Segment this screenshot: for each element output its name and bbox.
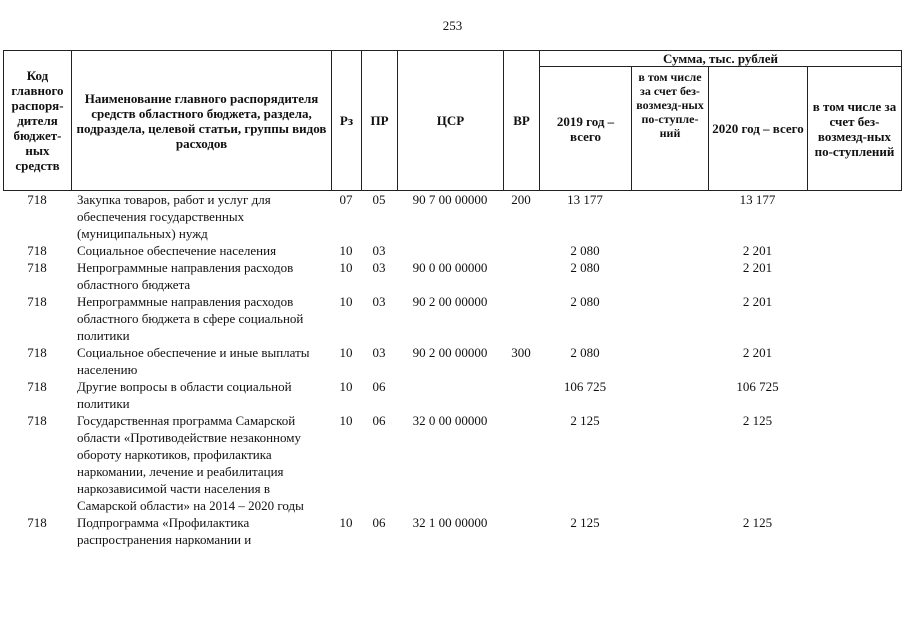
header-vr: ВР [504,51,540,191]
row-2020-total: 2 201 [742,243,773,258]
row-code: 718 [27,515,47,530]
row-2019-total: 106 725 [563,379,607,394]
row-pr: 03 [372,294,386,309]
row-2020-free [807,514,901,548]
row-2019-free [631,293,708,344]
table-row [3,378,901,412]
header-2020-total: 2020 год – всего [709,67,808,191]
row-name: Закупка товаров, работ и услуг для обеспечения государственных (муниципальных) нужд [77,192,271,241]
table-row [3,293,901,344]
table-row [3,259,901,293]
header-sum: Сумма, тыс. рублей [540,51,902,67]
row-code: 718 [27,294,47,309]
row-csr [397,242,503,259]
row-2020-free [807,293,901,344]
row-name: Непрограммные направления расходов областного бюджета [77,260,294,292]
row-code: 718 [27,243,47,258]
row-vr [503,293,539,344]
row-code: 718 [27,413,47,428]
row-vr: 300 [511,345,531,360]
header-pr: ПР [362,51,398,191]
row-rz: 07 [339,192,353,207]
row-2019-free [631,242,708,259]
row-2020-free [807,378,901,412]
row-code: 718 [27,192,47,207]
row-csr: 32 1 00 00000 [412,515,488,530]
header-2020-free: в том числе за счет без-возмезд-ных по-ступлений [808,67,902,191]
row-rz: 10 [339,379,353,394]
row-csr: 90 2 00 00000 [412,294,488,309]
row-pr: 03 [372,243,386,258]
row-2020-total: 2 125 [742,515,773,530]
row-rz: 10 [339,515,353,530]
row-pr: 06 [372,413,386,428]
row-rz: 10 [339,294,353,309]
row-2019-total: 13 177 [567,192,603,207]
row-name: Непрограммные направления расходов областного бюджета в сфере социальной политики [77,294,304,343]
header-name: Наименование главного распорядителя средств областного бюджета, раздела, подраздела, целевой статьи, группы видов расходов [72,51,332,191]
row-2019-total: 2 080 [570,243,600,258]
row-rz: 10 [339,260,353,275]
table-body [3,191,901,548]
table-header [3,50,902,191]
row-vr [503,378,539,412]
row-code: 718 [27,379,47,394]
row-name: Другие вопросы в области социальной политики [77,379,292,411]
table-row [3,514,901,548]
row-rz: 10 [339,243,353,258]
table-row [3,191,901,242]
row-vr [503,259,539,293]
row-2020-total: 2 201 [742,345,773,360]
row-pr: 06 [372,515,386,530]
row-2019-free [631,412,708,514]
row-2019-total: 2 080 [570,260,600,275]
row-2019-free [631,259,708,293]
header-csr: ЦСР [398,51,504,191]
row-2019-total: 2 080 [570,345,600,360]
row-2020-free [807,259,901,293]
row-2020-total: 2 201 [742,294,773,309]
row-csr: 90 2 00 00000 [412,345,488,360]
header-rz: Рз [332,51,362,191]
row-vr: 200 [511,192,531,207]
row-2020-free [807,412,901,514]
row-csr [397,378,503,412]
row-2020-total: 2 125 [742,413,773,428]
row-code: 718 [27,260,47,275]
row-name: Социальное обеспечение и иные выплаты населению [77,345,310,377]
row-csr: 32 0 00 00000 [412,413,488,428]
row-2019-total: 2 125 [570,413,600,428]
row-pr: 06 [372,379,386,394]
row-2020-free [807,191,901,242]
row-2019-total: 2 125 [570,515,600,530]
row-2020-free [807,242,901,259]
row-code: 718 [27,345,47,360]
header-2019-total: 2019 год – всего [540,67,632,191]
row-2019-free [631,378,708,412]
row-2020-total: 13 177 [739,192,776,207]
row-rz: 10 [339,345,353,360]
row-2020-total: 106 725 [736,379,779,394]
row-csr: 90 0 00 00000 [412,260,488,275]
row-2019-free [631,514,708,548]
row-vr [503,412,539,514]
row-csr: 90 7 00 00000 [412,192,488,207]
row-2020-free [807,344,901,378]
row-2019-free [631,344,708,378]
table-row [3,344,901,378]
table-row [3,242,901,259]
row-pr: 05 [372,192,386,207]
row-2020-total: 2 201 [742,260,773,275]
row-rz: 10 [339,413,353,428]
row-name: Социальное обеспечение населения [77,243,277,258]
row-2019-free [631,191,708,242]
row-name: Государственная программа Самарской области «Противодействие незаконному обороту наркотиков, профилактика наркомании, лечение и реабилитация наркозависимой части населения в Самарской области» на 2014 – 2020 годы [77,413,304,513]
header-code: Код главного распоря-дителя бюджет-ных средств [4,51,72,191]
row-vr [503,242,539,259]
row-2019-total: 2 080 [570,294,600,309]
table-row [3,412,901,514]
header-2019-free: в том числе за счет без-возмезд-ных по-ступле-ний [632,67,709,191]
row-vr [503,514,539,548]
page-number: 253 [442,18,463,33]
row-pr: 03 [372,260,386,275]
row-name: Подпрограмма «Профилактика распространения наркомании и [77,515,252,547]
row-pr: 03 [372,345,386,360]
